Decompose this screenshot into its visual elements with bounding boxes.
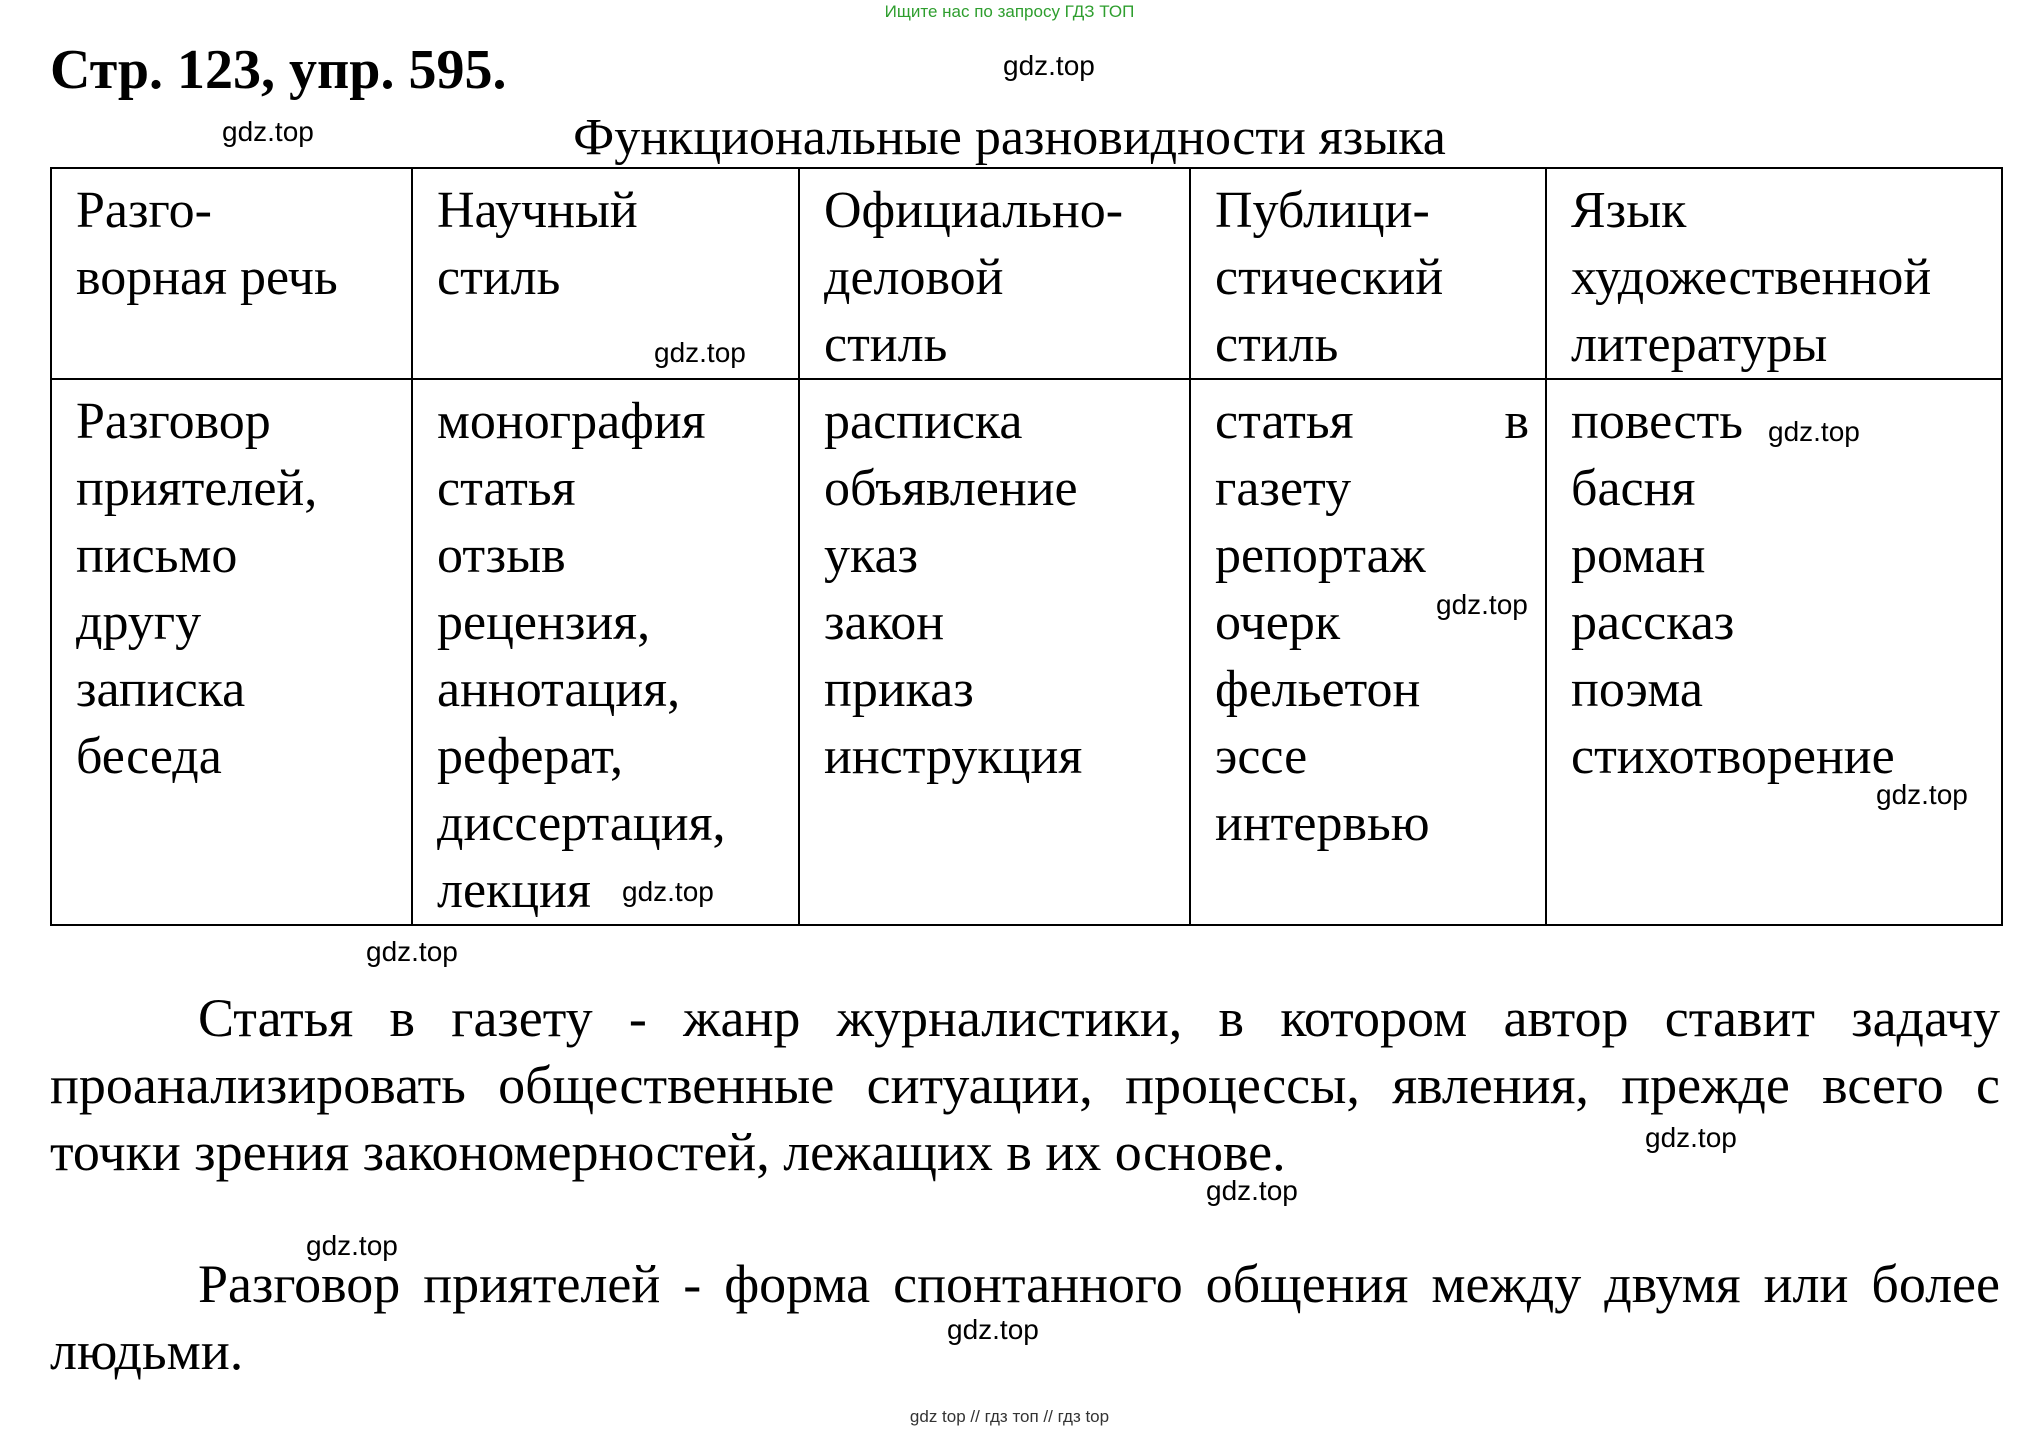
- table-header-row: [51, 168, 2002, 379]
- table-caption: Функциональные разновидности языка: [573, 109, 1446, 166]
- watermark: gdz.top: [1645, 1122, 1737, 1153]
- paragraph-newspaper-article: Статья в газету - жанр журналистики, в котором автор ставит задачу проанализировать общественные ситуации, процессы, явления, прежде всего с точки зрения закономерностей, лежащих в их основе.: [50, 988, 2000, 1182]
- watermark: gdz.top: [222, 116, 314, 147]
- cell-journalistic-examples: статья в газету репортаж очерк фельетон эссе интервью: [1190, 379, 1546, 925]
- watermark: gdz.top: [366, 936, 458, 967]
- table-body-row: [51, 379, 2002, 925]
- watermark: gdz.top: [622, 876, 714, 907]
- watermark: gdz.top: [306, 1230, 398, 1261]
- cell-fiction-examples: повесть басня роман рассказ поэма стихотворение: [1546, 379, 2002, 925]
- paragraph-friends-conversation: Разговор приятелей - форма спонтанного общения между двумя или более людьми.: [50, 1254, 2000, 1381]
- watermark: gdz.top: [947, 1314, 1039, 1345]
- page-heading: Стр. 123, упр. 595.: [50, 39, 507, 101]
- cell-colloquial-examples: Разговор приятелей, письмо другу записка беседа: [51, 379, 412, 925]
- watermark: gdz.top: [1768, 416, 1860, 447]
- watermark: gdz.top: [1876, 779, 1968, 810]
- top-search-note: Ищите нас по запросу ГДЗ ТОП: [884, 2, 1135, 21]
- header-fiction: Язык художественной литературы: [1546, 168, 2002, 379]
- watermark: gdz.top: [654, 337, 746, 368]
- language-styles-table: [50, 167, 2003, 926]
- header-colloquial: Разго- ворная речь: [51, 168, 412, 379]
- watermark: gdz.top: [1436, 589, 1528, 620]
- watermark: gdz.top: [1003, 50, 1095, 81]
- footer-note: gdz top // гдз топ // гдз top: [909, 1407, 1110, 1426]
- header-official: Официально- деловой стиль: [799, 168, 1190, 379]
- cell-scientific-examples: монография статья отзыв рецензия, аннотация, реферат, диссертация, лекция: [412, 379, 799, 925]
- header-journalistic: Публици- стический стиль: [1190, 168, 1546, 379]
- header-scientific: Научный стиль: [412, 168, 799, 379]
- watermark: gdz.top: [1206, 1175, 1298, 1206]
- cell-official-examples: расписка объявление указ закон приказ инструкция: [799, 379, 1190, 925]
